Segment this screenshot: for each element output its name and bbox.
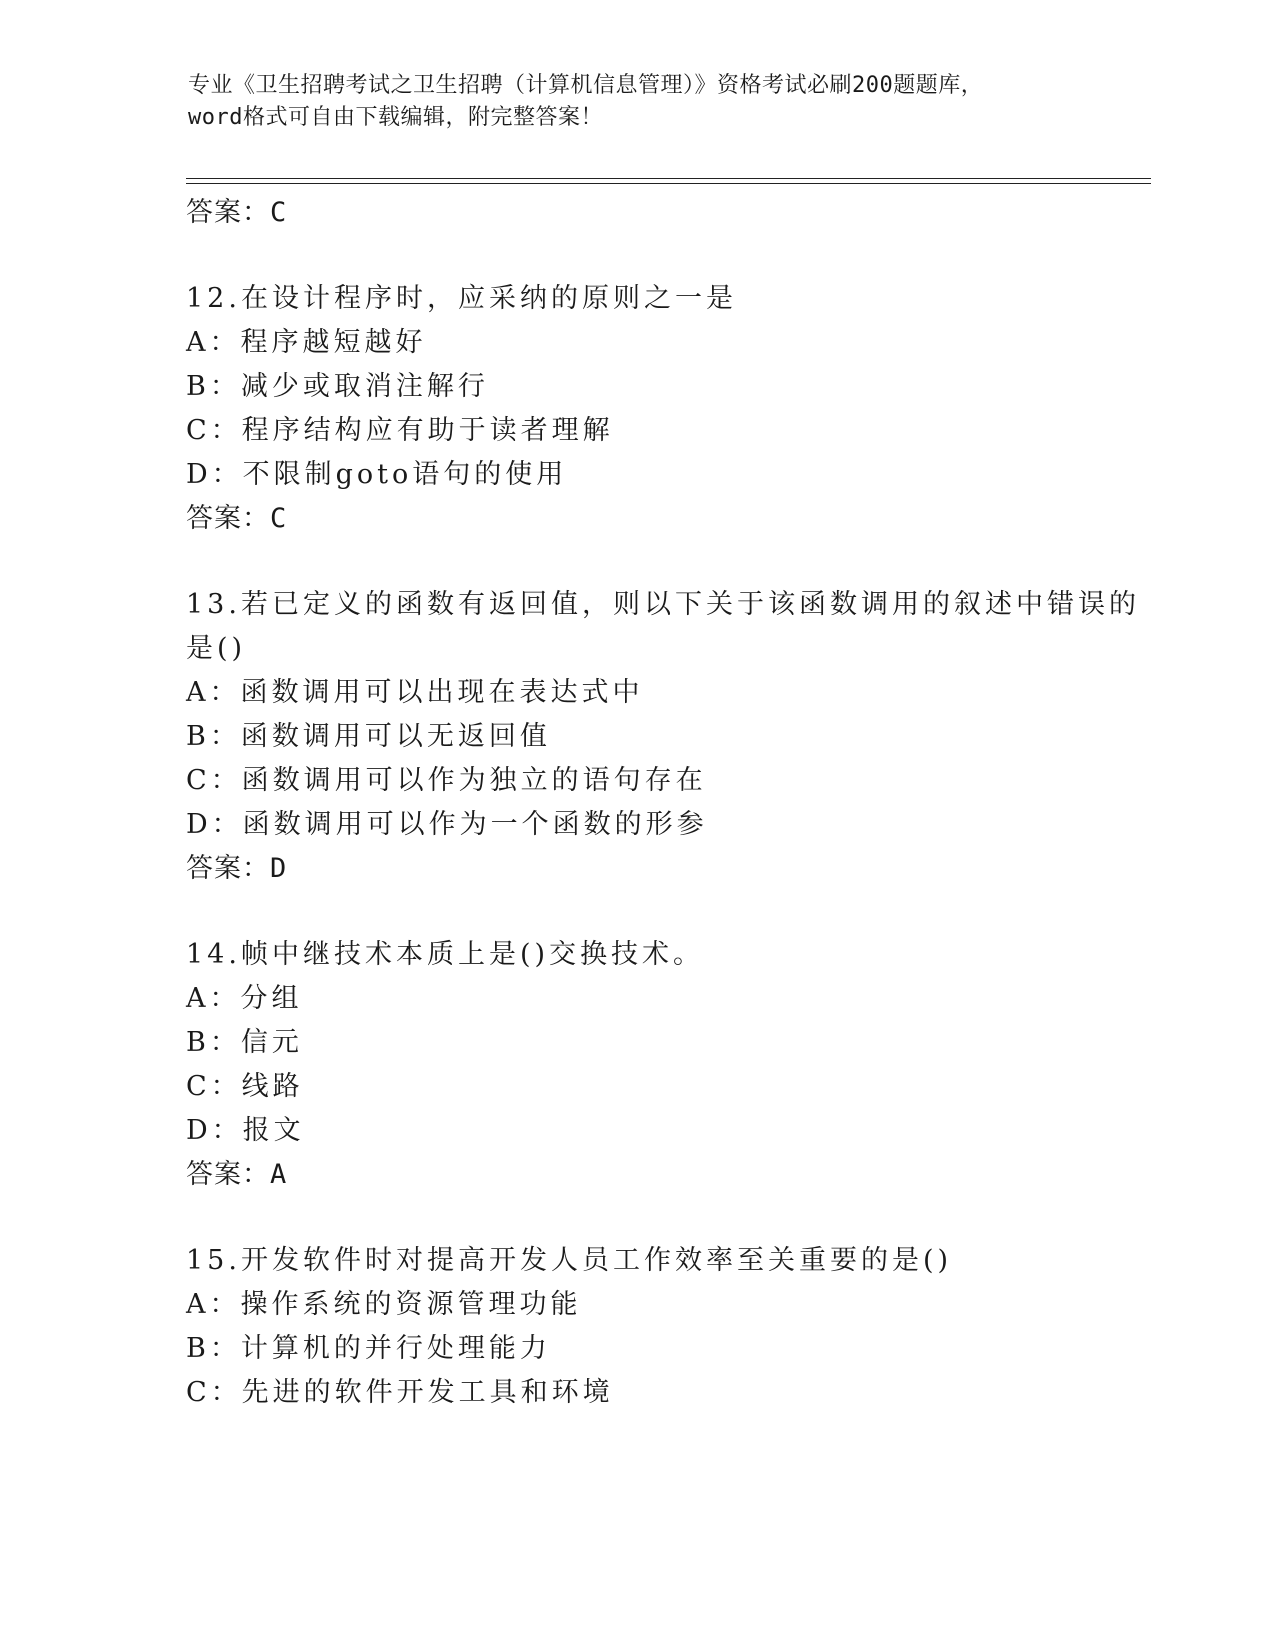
question-12-option-b: B：减少或取消注解行	[186, 371, 489, 402]
question-13-option-d: D：函数调用可以作为一个函数的形参	[186, 809, 708, 840]
question-12-option-d: D：不限制goto语句的使用	[186, 459, 568, 490]
question-13-option-a: A：函数调用可以出现在表达式中	[186, 677, 644, 708]
question-12-stem: 12.在设计程序时，应采纳的原则之一是	[186, 283, 737, 314]
question-14-option-a: A：分组	[186, 983, 303, 1014]
question-13-stem-line-1: 13.若已定义的函数有返回值，则以下关于该函数调用的叙述中错误的	[186, 589, 1140, 620]
header-line-1: 专业《卫生招聘考试之卫生招聘（计算机信息管理）》资格考试必刷200题题库，	[188, 73, 984, 98]
header-rule-bottom	[186, 183, 1151, 184]
answer-12: 答案：C	[186, 503, 288, 534]
document-header	[188, 70, 1088, 134]
question-15-stem: 15.开发软件时对提高开发人员工作效率至关重要的是()	[186, 1245, 953, 1276]
answer-14: 答案：A	[186, 1159, 288, 1190]
answer-11: 答案：C	[186, 197, 288, 228]
question-15-option-c: C：先进的软件开发工具和环境	[186, 1377, 614, 1408]
question-12-option-a: A：程序越短越好	[186, 327, 427, 358]
question-12-option-c: C：程序结构应有助于读者理解	[186, 415, 614, 446]
question-14-option-c: C：线路	[186, 1071, 304, 1102]
question-14-option-b: B：信元	[186, 1027, 303, 1058]
question-14-option-d: D：报文	[186, 1115, 305, 1146]
question-15-option-a: A：操作系统的资源管理功能	[186, 1289, 582, 1320]
question-13-option-b: B：函数调用可以无返回值	[186, 721, 551, 752]
question-15-option-b: B：计算机的并行处理能力	[186, 1333, 551, 1364]
question-14-stem: 14.帧中继技术本质上是()交换技术。	[186, 939, 705, 970]
question-13-option-c: C：函数调用可以作为独立的语句存在	[186, 765, 707, 796]
answer-13: 答案：D	[186, 853, 288, 884]
question-13-stem-line-2: 是()	[186, 633, 247, 664]
header-rule-top	[186, 178, 1151, 179]
header-line-2: word格式可自由下载编辑，附完整答案！	[188, 105, 603, 130]
